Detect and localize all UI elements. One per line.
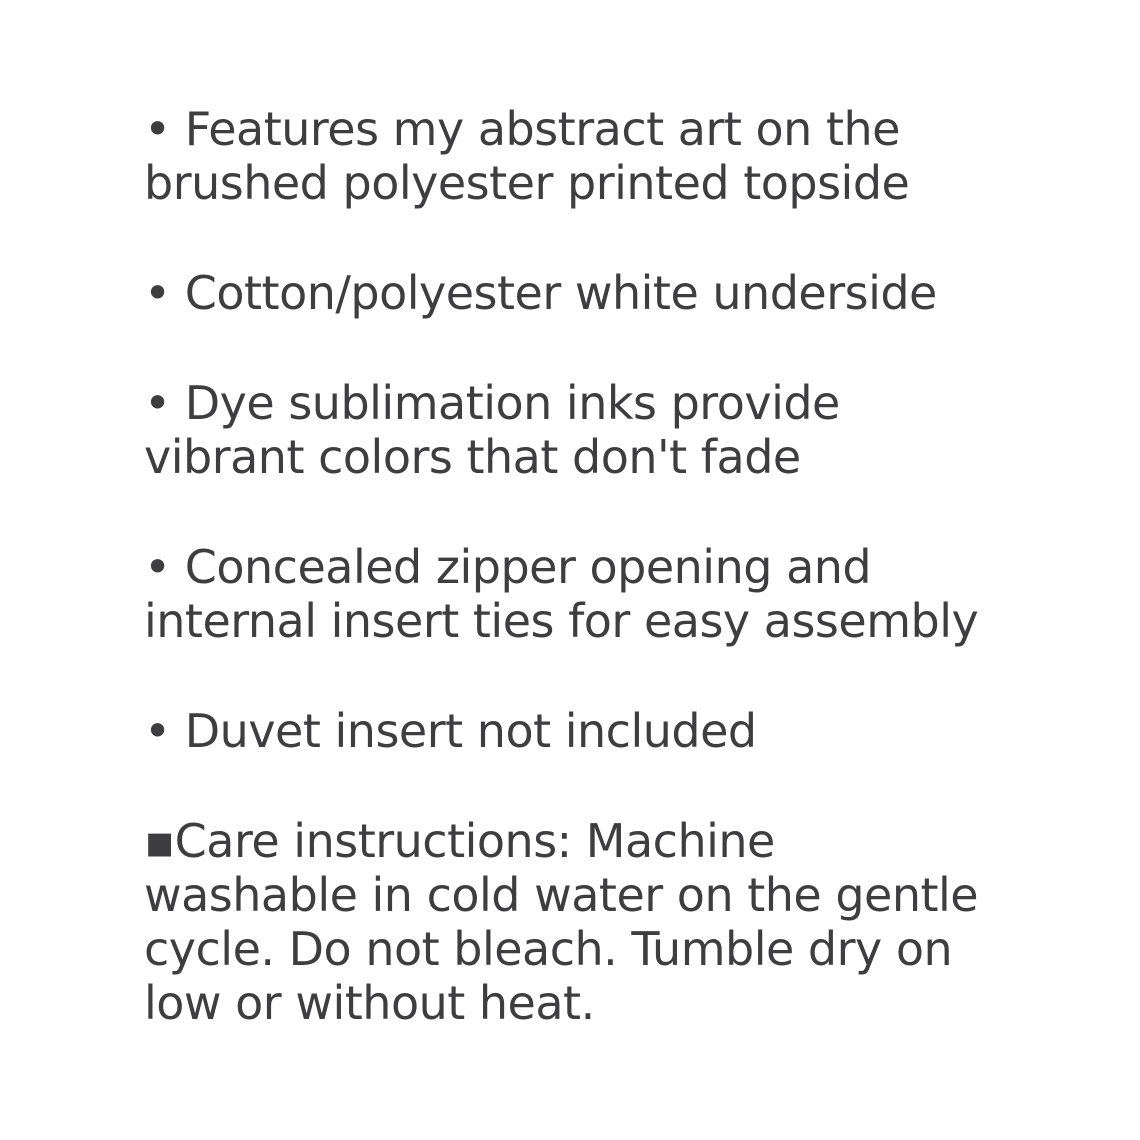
text-line: • Duvet insert not included <box>144 704 757 758</box>
text-line: • Cotton/polyester white underside <box>144 266 937 320</box>
feature-artwork-topside <box>144 102 1024 210</box>
text-line: • Concealed zipper opening and <box>144 540 872 594</box>
text-line: brushed polyester printed topside <box>144 156 910 210</box>
feature-inks <box>144 376 1024 484</box>
feature-insert-not-included <box>144 704 1024 758</box>
product-description <box>144 102 1024 1030</box>
text-line: low or without heat. <box>144 976 595 1030</box>
text-line: • Features my abstract art on the <box>144 102 900 156</box>
feature-underside <box>144 266 1024 320</box>
text-line: • Dye sublimation inks provide <box>144 376 840 430</box>
text-line: internal insert ties for easy assembly <box>144 594 979 648</box>
text-line: cycle. Do not bleach. Tumble dry on <box>144 922 953 976</box>
text-line: ▪Care instructions: Machine <box>144 814 775 868</box>
text-line: washable in cold water on the gentle <box>144 868 979 922</box>
care-instructions <box>144 814 1024 1030</box>
text-line: vibrant colors that don't fade <box>144 430 801 484</box>
feature-zipper <box>144 540 1024 648</box>
